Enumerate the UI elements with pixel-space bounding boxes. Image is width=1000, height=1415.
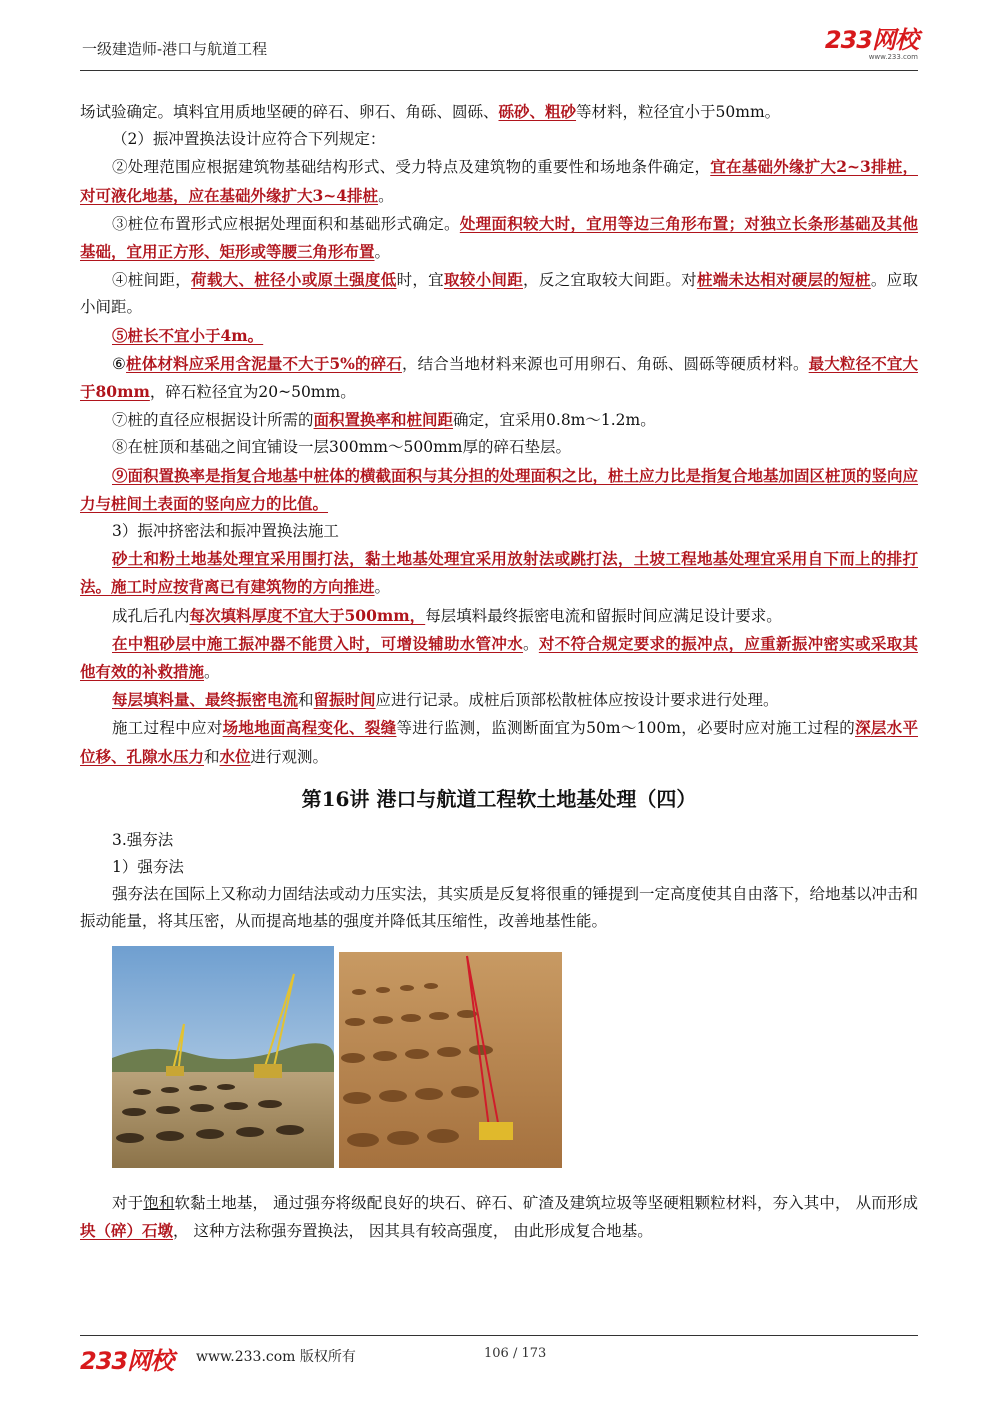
paragraph (80, 322, 918, 350)
highlight-text: 深层水平位移、孔隙水压力 (80, 718, 918, 766)
paragraph: 对于饱和软黏土地基， 通过强夯将级配良好的块石、碎石、矿渣及建筑垃圾等坚硬粗颗粒材料，夯入其中， 从而形成块（碎）石墩， 这种方法称强夯置换法， 因其具有较高强度， 由此形成复合地基。 (80, 1193, 918, 1240)
highlight-text: 砾砂、粗砂 (498, 102, 577, 121)
dynamic-compaction-photo-1 (112, 946, 334, 1168)
highlight-text: 水位 (219, 746, 251, 766)
paragraph: 在中粗砂层中施工振冲器不能贯入时，可增设辅助水管冲水。对不符合规定要求的振冲点，应重新振冲密实或采取其他有效的补救措施。 (80, 633, 918, 682)
header-divider (80, 70, 918, 71)
paragraph: 场试验确定。填料宜用质地坚硬的碎石、卵石、角砾、圆砾、砾砂、粗砂等材料，粒径宜小于50mm。 (80, 102, 781, 121)
highlight-text: 桩端未达相对硬层的短桩 (696, 270, 871, 290)
section-heading: 第16讲 港口与航道工程软土地基处理（四） (301, 786, 697, 811)
paragraph: ⑥桩体材料应采用含泥量不大于5%的碎石，结合当地材料来源也可用卵石、角砾、圆砾等硬质材料。最大粒径不宜大于80mm，碎石粒径宜为20~50mm。 (80, 353, 918, 402)
footer-divider (80, 1335, 918, 1336)
highlight-text: 处理面积较大时，宜用等边三角形布置；对独立长条形基础及其他基础，宜用正方形、矩形或等腰三角形布置 (80, 213, 918, 262)
paragraph: ⑦桩的直径应根据设计所需的面积置换率和桩间距确定，宜采用0.8m～1.2m。 (112, 410, 656, 430)
paragraph: 砂土和粉土地基处理宜采用围打法，黏土地基处理宜采用放射法或跳打法，土坡工程地基处理宜采用自下而上的排打法。施工时应按背离已有建筑物的方向推进。 (80, 549, 918, 597)
paragraph: ④桩间距，荷载大、桩径小或原土强度低时，宜取较小间距，反之宜取较大间距。对桩端未达相对硬层的短桩。应取小间距。 (80, 270, 918, 317)
paragraph: ②处理范围应根据建筑物基础结构形式、受力特点及建筑物的重要性和场地条件确定，宜在基础外缘扩大2~3排桩，对可液化地基，应在基础外缘扩大3~4排桩。 (80, 157, 918, 205)
highlight-text: 在中粗砂层中施工振冲器不能贯入时，可增设辅助水管冲水 (112, 633, 524, 653)
highlight-text: 砂土和粉土地基处理宜采用围打法，黏土地基处理宜采用放射法或跳打法，土坡工程地基处理宜采用自下而上的排打法。施工时应按背离已有建筑物的方向推进 (80, 549, 918, 597)
highlight-text: 每层填料量、最终振密电流 (112, 690, 299, 710)
paragraph (80, 462, 918, 518)
highlight-text: ⑤桩长不宜小于4m。 (112, 325, 264, 345)
photo-gallery (80, 946, 918, 1178)
highlight-text: 场地地面高程变化、裂缝 (222, 718, 397, 738)
highlight-text: 每次填料厚度不宜大于500mm， (189, 605, 426, 625)
highlight-text: 最大粒径不宜大于80mm (80, 353, 918, 402)
logo-text: 233网校 (824, 26, 918, 54)
paragraph: 施工过程中应对场地地面高程变化、裂缝等进行监测，监测断面宜为50m～100m，必要时应对施工过程的深层水平位移、孔隙水压力和水位进行观测。 (80, 718, 918, 766)
paragraph: 强夯法在国际上又称动力固结法或动力压实法，其实质是反复将很重的锤提到一定高度使其自由落下，给地基以冲击和振动能量，将其压密，从而提高地基的强度并降低其压缩性，改善地基性能。 (80, 885, 919, 931)
highlight-text: 取较小间距 (444, 270, 524, 290)
logo-url: www.233.com (868, 53, 918, 61)
page-number: 106 / 173 (484, 1346, 547, 1361)
brand-logo[interactable] (825, 28, 918, 61)
highlight-text: 荷载大、桩径小或原土强度低 (191, 270, 397, 290)
paragraph: 1）强夯法 (112, 858, 184, 877)
highlight-text: 留振时间 (313, 690, 376, 710)
highlight-text: 块（碎）石墩 (80, 1220, 174, 1240)
underlined-text: 饱和 (143, 1193, 175, 1212)
document-body (80, 98, 918, 1245)
highlight-text: 对不符合规定要求的振冲点，应重新振冲密实或采取其他有效的补救措施 (80, 633, 918, 682)
paragraph: ③桩位布置形式应根据处理面积和基础形式确定。处理面积较大时，宜用等边三角形布置；对独立长条形基础及其他基础，宜用正方形、矩形或等腰三角形布置。 (80, 213, 918, 262)
paragraph: 成孔后孔内每次填料厚度不宜大于500mm，每层填料最终振密电流和留振时间应满足设计要求。 (112, 605, 782, 625)
highlight-text: 桩体材料应采用含泥量不大于5%的碎石 (126, 353, 402, 373)
paragraph: 3）振冲挤密法和振冲置换法施工 (112, 522, 339, 541)
paragraph: 3.强夯法 (112, 830, 174, 849)
highlight-text: ⑨面积置换率是指复合地基中桩体的横截面积与其分担的处理面积之比，桩土应力比是指复合地基加固区桩顶的竖向应力与桩间土表面的竖向应力的比值。 (80, 465, 919, 513)
paragraph: 每层填料量、最终振密电流和留振时间应进行记录。成桩后顶部松散桩体应按设计要求进行处理。 (112, 690, 779, 710)
dynamic-compaction-photo-2 (339, 952, 562, 1168)
header-title: 一级建造师-港口与航道工程 (82, 40, 268, 58)
highlight-text: 面积置换率和桩间距 (313, 410, 454, 430)
paragraph: （2）振冲置换法设计应符合下列规定： (112, 130, 386, 149)
paragraph: ⑧在桩顶和基础之间宜铺设一层300mm～500mm厚的碎石垫层。 (112, 438, 571, 457)
highlight-text: 宜在基础外缘扩大2~3排桩，对可液化地基，应在基础外缘扩大3~4排桩 (80, 157, 918, 205)
footer-logo[interactable]: 233网校 (80, 1347, 174, 1375)
footer-copyright: www.233.com 版权所有 (196, 1349, 356, 1365)
